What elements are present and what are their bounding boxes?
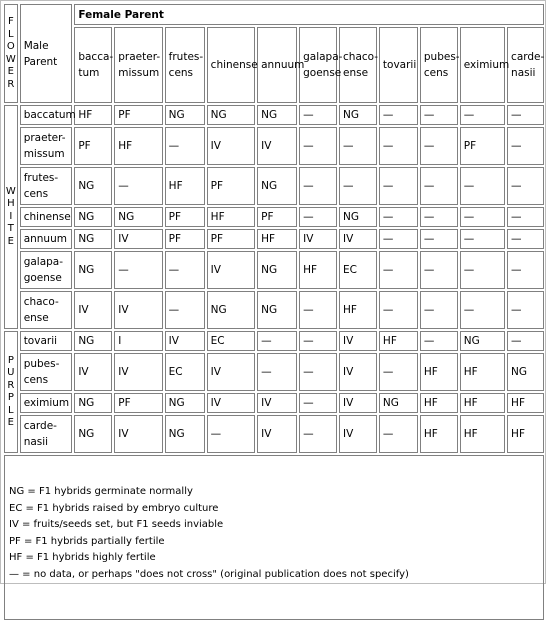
table-cell: — [114,251,162,289]
table-cell: IV [257,127,297,165]
table-cell: NG [74,393,112,413]
column-header-text: tum [78,67,100,79]
table-cell: — [165,291,205,329]
table-cell: NG [74,251,112,289]
table-cell: — [460,251,505,289]
table-cell: IV [257,415,297,453]
vertical-letter: L [8,28,14,40]
vertical-letter: R [7,78,15,90]
vertical-letter: R [7,379,15,391]
table-cell: IV [339,353,377,391]
column-header-row [4,27,544,103]
table-cell: IV [114,291,162,329]
vertical-letter: E [7,235,14,247]
table-cell: IV [114,353,162,391]
row-header [20,251,73,289]
row-header-text: annuum [23,233,67,245]
row-header [20,229,73,249]
table-cell: — [114,167,162,205]
table-cell: IV [339,229,377,249]
table-cell: PF [460,127,505,165]
table-cell: — [420,105,458,125]
legend-item: IV = fruits/seeds set, but F1 seeds inviable [9,519,224,531]
table-cell: — [420,207,458,227]
table-cell: — [299,353,337,391]
table-cell: — [507,251,544,289]
table-cell: — [299,331,337,351]
table-cell: — [379,207,418,227]
column-header-text: cens [168,67,194,79]
vertical-letter: H [7,198,15,210]
table-cell: NG [339,207,377,227]
row-header-text: baccatum [23,109,76,121]
table-cell: PF [165,207,205,227]
vertical-letter: U [7,367,15,378]
vertical-letter: T [7,223,14,235]
table-cell: NG [460,331,505,351]
table-cell: NG [507,353,544,391]
table-cell: EC [165,353,205,391]
row-header-text: pubes- [23,358,60,370]
table-cell: — [379,291,418,329]
legend-item: NG = F1 hybrids germinate normally [9,486,193,497]
group-label [4,105,18,329]
table-cell: PF [165,229,205,249]
table-cell: — [420,291,458,329]
table-cell: IV [114,415,162,453]
column-header [339,27,377,103]
table-cell: HF [257,229,297,249]
table-cell: PF [207,229,255,249]
table-cell: — [507,207,544,227]
row-header [20,105,76,125]
table-cell: — [299,415,337,453]
table-cell: — [257,353,297,391]
legend-item: PF = F1 hybrids partially fertile [9,535,165,547]
column-header-text: annuum [261,59,305,71]
table-cell: HF [165,167,205,205]
column-header-text: tovarii [382,59,417,71]
column-header [379,27,418,103]
vertical-letter: E [7,66,14,77]
table-cell: — [339,127,377,165]
female-parent-label [74,4,544,25]
table-cell: — [420,127,458,165]
table-cell: — [379,167,418,205]
table-cell: — [460,167,505,205]
table-cell: I [114,331,162,351]
vertical-letter: O [6,41,15,52]
header-row [4,4,544,25]
table-cell: NG [257,251,297,289]
row-header-text: cens [23,188,49,200]
table-cell: — [379,251,418,289]
table-row [4,127,544,165]
table-cell: HF [114,127,162,165]
column-header [460,27,510,103]
table-cell: PF [114,105,162,125]
vertical-letter: I [9,210,13,222]
row-header-text: eximium [23,397,70,409]
table-cell: PF [74,127,112,165]
crossing-table [2,2,546,622]
column-header-text: missum [118,67,160,79]
table-row [4,251,544,289]
table-cell: — [379,127,418,165]
vertical-letter: E [7,417,14,428]
column-header-text: praeter- [118,51,161,63]
table-cell: — [507,291,544,329]
table-row [4,167,544,205]
vertical-letter: P [7,392,14,403]
table-cell: HF [460,415,505,453]
table-cell: NG [74,331,112,351]
table-cell: HF [74,105,112,125]
table-cell: NG [74,415,112,453]
table-cell: — [379,353,418,391]
table-cell: IV [74,291,112,329]
table-cell: NG [339,105,377,125]
column-header-text: ense [343,67,369,79]
legend-item: — = no data, or perhaps "does not cross" (original publication does not specify) [9,568,409,580]
table-cell: — [507,127,544,165]
table-cell: HF [507,393,544,413]
row-header [20,127,73,165]
table-cell: — [299,127,337,165]
table-cell: HF [207,207,255,227]
table-row [4,353,544,391]
male-parent-text: Male Parent [23,39,58,68]
table-cell: HF [460,393,505,413]
table-cell: PF [207,167,255,205]
table-cell: NG [114,207,162,227]
vertical-letter: L [8,404,14,416]
table-cell: — [460,291,505,329]
table-cell: NG [165,393,205,413]
table-cell: NG [74,207,112,227]
vertical-letter: F [7,16,14,27]
legend-row [4,455,544,620]
table-cell: — [507,105,544,125]
table-cell: — [299,291,337,329]
table-cell: HF [339,291,377,329]
row-header-text: tovarii [23,335,58,347]
table-cell: IV [339,393,377,413]
table-cell: — [460,207,505,227]
column-header-text: carde- [511,51,545,63]
legend-item: HF = F1 hybrids highly fertile [9,552,156,564]
table-cell: IV [114,229,162,249]
table-cell: — [420,229,458,249]
column-header-text: pubes- [423,51,460,63]
table-cell: — [420,251,458,289]
vertical-letter: W [5,53,16,65]
table-cell: — [379,105,418,125]
table-cell: IV [207,251,255,289]
table-cell: IV [299,229,337,249]
table-row [4,393,544,413]
column-header [207,27,258,103]
row-header-text: ense [23,312,49,324]
table-cell: IV [207,393,255,413]
row-header-text: praeter- [23,132,66,144]
male-parent-label [20,4,73,103]
table-cell: — [379,229,418,249]
column-header [257,27,305,103]
table-cell: — [165,127,205,165]
column-header [165,27,205,103]
column-header-text: bacca- [78,51,114,63]
column-header [420,27,458,103]
table-cell: IV [165,331,205,351]
table-cell: — [257,331,297,351]
table-row [4,105,544,125]
table-cell: PF [257,207,297,227]
table-cell: NG [379,393,418,413]
table-cell: IV [339,415,377,453]
table-cell: NG [165,105,205,125]
table-cell: — [339,167,377,205]
table-cell: NG [257,105,297,125]
row-header [20,291,73,329]
row-header [20,331,73,351]
table-row [4,229,544,249]
table-cell: PF [114,393,162,413]
table-cell: NG [207,291,255,329]
table-cell: HF [460,353,505,391]
column-header [507,27,544,103]
legend [4,455,544,620]
column-header [299,27,343,103]
table-cell: IV [207,127,255,165]
legend-item: EC = F1 hybrids raised by embryo culture [9,502,219,514]
table-cell: HF [507,415,544,453]
column-header-text: chinense [210,59,258,71]
row-header-text: galapa- [23,256,64,268]
row-header-text: cens [23,374,49,386]
table-cell: NG [207,105,255,125]
table-cell: — [507,331,544,351]
table-cell: — [379,415,418,453]
row-header [20,415,73,453]
row-header-text: chinense [23,211,71,223]
table-cell: IV [207,353,255,391]
row-header [20,167,73,205]
column-header-text: frutes- [168,51,204,63]
table-cell: — [420,167,458,205]
flower-label [4,4,18,103]
table-cell: — [299,105,337,125]
column-header-text: galapa- [303,51,343,63]
column-header-text: cens [423,67,449,79]
column-header-text: goense [303,67,342,79]
row-header [20,393,73,413]
row-header [20,207,73,227]
table-cell: HF [420,393,458,413]
vertical-letter: P [7,354,14,366]
female-parent-text: Female Parent [78,8,164,21]
table-cell: HF [299,251,337,289]
table-cell: NG [257,291,297,329]
table-cell: NG [165,415,205,453]
table-cell: — [507,229,544,249]
column-header [74,27,112,103]
table-cell: — [460,229,505,249]
table-cell: — [299,393,337,413]
table-cell: NG [74,229,112,249]
row-header-text: chaco- [23,296,59,308]
table-row [4,207,544,227]
table-cell: — [165,251,205,289]
table-cell: EC [207,331,255,351]
table-cell: NG [257,167,297,205]
table-cell: IV [257,393,297,413]
vertical-letter: W [5,185,16,197]
column-header-text: eximium [463,59,510,71]
row-header-text: carde- [23,420,57,432]
row-header-text: goense [23,272,62,284]
row-header-text: missum [23,148,65,160]
table-cell: HF [420,353,458,391]
table-cell: — [207,415,255,453]
table-cell: NG [74,167,112,205]
row-header-text: frutes- [23,172,59,184]
row-header-text: nasii [23,436,49,448]
table-cell: — [507,167,544,205]
column-header-text: nasii [511,67,536,79]
table-cell: HF [420,415,458,453]
table-cell: — [460,105,505,125]
table-row [4,291,544,329]
table-cell: — [299,207,337,227]
table-cell: HF [379,331,418,351]
column-header [114,27,162,103]
table-cell: EC [339,251,377,289]
column-header-text: chaco- [343,51,379,63]
table-cell: IV [74,353,112,391]
table-cell: IV [339,331,377,351]
row-header [20,353,73,391]
table-row [4,331,544,351]
group-label [4,331,18,453]
table-row [4,415,544,453]
table-cell: — [420,331,458,351]
table-cell: — [299,167,337,205]
